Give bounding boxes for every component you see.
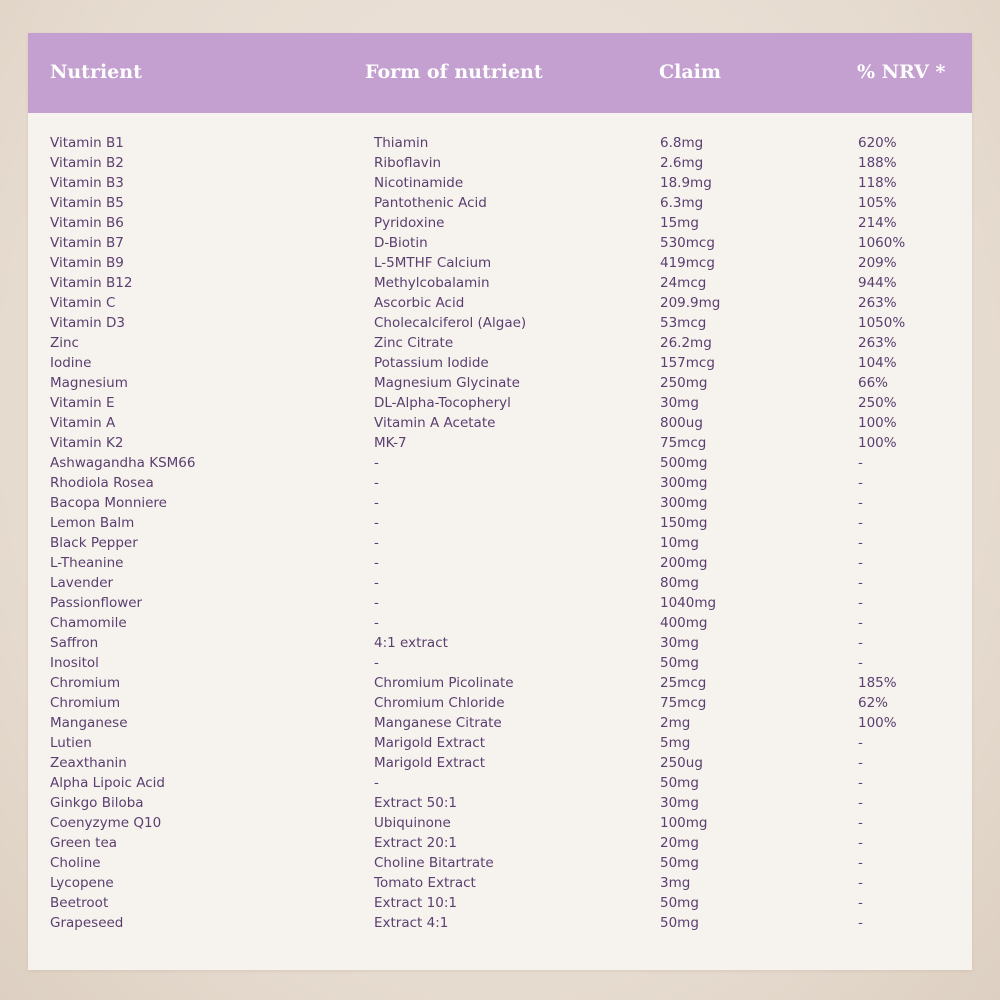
table-row xyxy=(28,893,972,913)
form-cell: - xyxy=(374,535,379,551)
table-row xyxy=(28,793,972,813)
nrv-cell: 62% xyxy=(858,695,889,711)
claim-cell: 157mcg xyxy=(660,355,715,371)
nrv-cell: 250% xyxy=(858,395,897,411)
nutrient-cell: Saffron xyxy=(50,635,99,651)
table-header xyxy=(28,33,972,113)
nutrient-cell: Vitamin C xyxy=(50,295,116,311)
nrv-cell: - xyxy=(858,475,863,491)
table-row xyxy=(28,493,972,513)
form-cell: - xyxy=(374,775,379,791)
form-cell: 4:1 extract xyxy=(374,635,448,651)
nrv-cell: - xyxy=(858,735,863,751)
claim-cell: 2mg xyxy=(660,715,691,731)
nutrient-cell: Lycopene xyxy=(50,875,114,891)
nutrient-cell: Green tea xyxy=(50,835,118,851)
nrv-cell: 944% xyxy=(858,275,897,291)
nrv-cell: - xyxy=(858,915,863,931)
nutrient-cell: Chromium xyxy=(50,695,121,711)
claim-cell: 400mg xyxy=(660,615,708,631)
nutrient-cell: Ashwagandha KSM66 xyxy=(50,455,196,471)
column-header-nrv: % NRV * xyxy=(857,61,946,83)
form-cell: Tomato Extract xyxy=(374,875,476,891)
nutrient-cell: Beetroot xyxy=(50,895,109,911)
nutrient-cell: Vitamin B1 xyxy=(50,135,124,151)
claim-cell: 80mg xyxy=(660,575,699,591)
claim-cell: 25mcg xyxy=(660,675,707,691)
form-cell: Extract 50:1 xyxy=(374,795,457,811)
table-row xyxy=(28,693,972,713)
nrv-cell: - xyxy=(858,875,863,891)
nrv-cell: 105% xyxy=(858,195,897,211)
nutrient-cell: Black Pepper xyxy=(50,535,138,551)
table-row xyxy=(28,293,972,313)
nutrient-cell: Vitamin D3 xyxy=(50,315,125,331)
nutrient-cell: Vitamin B6 xyxy=(50,215,124,231)
nutrient-cell: Vitamin B12 xyxy=(50,275,133,291)
form-cell: Vitamin A Acetate xyxy=(374,415,496,431)
table-row xyxy=(28,253,972,273)
nrv-cell: - xyxy=(858,775,863,791)
nutrient-cell: Bacopa Monniere xyxy=(50,495,167,511)
nutrient-cell: Lemon Balm xyxy=(50,515,135,531)
table-row xyxy=(28,873,972,893)
table-row xyxy=(28,273,972,293)
form-cell: - xyxy=(374,655,379,671)
nutrient-cell: Manganese xyxy=(50,715,128,731)
form-cell: L-5MTHF Calcium xyxy=(374,255,492,271)
nutrition-table-card xyxy=(28,33,972,970)
claim-cell: 30mg xyxy=(660,395,699,411)
table-row xyxy=(28,833,972,853)
form-cell: Marigold Extract xyxy=(374,735,486,751)
claim-cell: 250ug xyxy=(660,755,703,771)
form-cell: D-Biotin xyxy=(374,235,428,251)
form-cell: - xyxy=(374,495,379,511)
claim-cell: 5mg xyxy=(660,735,691,751)
table-row xyxy=(28,673,972,693)
nutrient-cell: Vitamin B2 xyxy=(50,155,124,171)
table-row xyxy=(28,913,972,933)
nutrient-cell: Vitamin E xyxy=(50,395,115,411)
table-row xyxy=(28,333,972,353)
form-cell: Manganese Citrate xyxy=(374,715,502,731)
table-body xyxy=(28,133,972,933)
nrv-cell: 100% xyxy=(858,715,897,731)
nutrient-cell: Vitamin B5 xyxy=(50,195,124,211)
nrv-cell: - xyxy=(858,575,863,591)
nrv-cell: - xyxy=(858,535,863,551)
table-row xyxy=(28,513,972,533)
nrv-cell: - xyxy=(858,555,863,571)
nutrient-cell: Inositol xyxy=(50,655,99,671)
table-row xyxy=(28,213,972,233)
nutrient-cell: Zinc xyxy=(50,335,79,351)
form-cell: Extract 20:1 xyxy=(374,835,457,851)
nrv-cell: 188% xyxy=(858,155,897,171)
nrv-cell: 1060% xyxy=(858,235,906,251)
nutrient-cell: Lavender xyxy=(50,575,114,591)
nrv-cell: - xyxy=(858,855,863,871)
nrv-cell: 263% xyxy=(858,295,897,311)
nrv-cell: - xyxy=(858,455,863,471)
table-row xyxy=(28,153,972,173)
nrv-cell: 185% xyxy=(858,675,897,691)
nrv-cell: - xyxy=(858,755,863,771)
table-row xyxy=(28,653,972,673)
claim-cell: 30mg xyxy=(660,795,699,811)
nrv-cell: - xyxy=(858,595,863,611)
claim-cell: 300mg xyxy=(660,475,708,491)
form-cell: DL-Alpha-Tocopheryl xyxy=(374,395,511,411)
table-row xyxy=(28,533,972,553)
form-cell: - xyxy=(374,595,379,611)
table-row xyxy=(28,473,972,493)
table-row xyxy=(28,453,972,473)
form-cell: Pantothenic Acid xyxy=(374,195,487,211)
nrv-cell: 104% xyxy=(858,355,897,371)
claim-cell: 15mg xyxy=(660,215,699,231)
form-cell: MK-7 xyxy=(374,435,407,451)
form-cell: Cholecalciferol (Algae) xyxy=(374,315,527,331)
claim-cell: 209.9mg xyxy=(660,295,721,311)
form-cell: - xyxy=(374,615,379,631)
claim-cell: 50mg xyxy=(660,915,699,931)
table-row xyxy=(28,573,972,593)
claim-cell: 100mg xyxy=(660,815,708,831)
nutrient-cell: Ginkgo Biloba xyxy=(50,795,144,811)
nrv-cell: - xyxy=(858,815,863,831)
table-row xyxy=(28,133,972,153)
nrv-cell: 214% xyxy=(858,215,897,231)
table-row xyxy=(28,733,972,753)
form-cell: Extract 4:1 xyxy=(374,915,449,931)
nutrient-cell: Chromium xyxy=(50,675,121,691)
nrv-cell: - xyxy=(858,635,863,651)
form-cell: Thiamin xyxy=(374,135,429,151)
form-cell: Nicotinamide xyxy=(374,175,464,191)
form-cell: Choline Bitartrate xyxy=(374,855,494,871)
form-cell: - xyxy=(374,455,379,471)
form-cell: - xyxy=(374,475,379,491)
claim-cell: 6.3mg xyxy=(660,195,704,211)
nutrient-cell: Vitamin B7 xyxy=(50,235,124,251)
form-cell: Zinc Citrate xyxy=(374,335,454,351)
nrv-cell: 209% xyxy=(858,255,897,271)
claim-cell: 50mg xyxy=(660,855,699,871)
nutrient-cell: Vitamin B9 xyxy=(50,255,124,271)
form-cell: Pyridoxine xyxy=(374,215,445,231)
nutrient-cell: Passionflower xyxy=(50,595,143,611)
table-row xyxy=(28,553,972,573)
claim-cell: 300mg xyxy=(660,495,708,511)
table-row xyxy=(28,373,972,393)
form-cell: - xyxy=(374,555,379,571)
claim-cell: 419mcg xyxy=(660,255,715,271)
nutrient-cell: Alpha Lipoic Acid xyxy=(50,775,165,791)
table-row xyxy=(28,713,972,733)
form-cell: Chromium Chloride xyxy=(374,695,505,711)
nrv-cell: 1050% xyxy=(858,315,906,331)
nutrient-cell: Vitamin A xyxy=(50,415,116,431)
claim-cell: 50mg xyxy=(660,775,699,791)
table-row xyxy=(28,773,972,793)
nutrient-cell: Grapeseed xyxy=(50,915,124,931)
table-row xyxy=(28,173,972,193)
table-row xyxy=(28,393,972,413)
nutrient-cell: Rhodiola Rosea xyxy=(50,475,154,491)
claim-cell: 1040mg xyxy=(660,595,717,611)
form-cell: Ubiquinone xyxy=(374,815,451,831)
table-row xyxy=(28,193,972,213)
table-row xyxy=(28,633,972,653)
form-cell: - xyxy=(374,575,379,591)
claim-cell: 30mg xyxy=(660,635,699,651)
nrv-cell: - xyxy=(858,835,863,851)
claim-cell: 150mg xyxy=(660,515,708,531)
form-cell: Riboflavin xyxy=(374,155,442,171)
nrv-cell: 100% xyxy=(858,415,897,431)
claim-cell: 6.8mg xyxy=(660,135,704,151)
claim-cell: 26.2mg xyxy=(660,335,712,351)
nutrient-cell: Coenyzyme Q10 xyxy=(50,815,162,831)
column-header-claim: Claim xyxy=(659,61,721,83)
form-cell: Extract 10:1 xyxy=(374,895,457,911)
claim-cell: 10mg xyxy=(660,535,699,551)
claim-cell: 500mg xyxy=(660,455,708,471)
claim-cell: 250mg xyxy=(660,375,708,391)
nrv-cell: 100% xyxy=(858,435,897,451)
claim-cell: 75mcg xyxy=(660,695,707,711)
nrv-cell: - xyxy=(858,655,863,671)
form-cell: Ascorbic Acid xyxy=(374,295,465,311)
table-row xyxy=(28,593,972,613)
nrv-cell: - xyxy=(858,895,863,911)
claim-cell: 75mcg xyxy=(660,435,707,451)
nutrient-cell: Zeaxthanin xyxy=(50,755,127,771)
claim-cell: 24mcg xyxy=(660,275,707,291)
claim-cell: 18.9mg xyxy=(660,175,712,191)
nutrient-cell: Chamomile xyxy=(50,615,127,631)
nrv-cell: - xyxy=(858,515,863,531)
nutrient-cell: Lutien xyxy=(50,735,92,751)
nrv-cell: 118% xyxy=(858,175,897,191)
form-cell: Potassium Iodide xyxy=(374,355,489,371)
form-cell: Marigold Extract xyxy=(374,755,486,771)
nrv-cell: - xyxy=(858,495,863,511)
form-cell: - xyxy=(374,515,379,531)
nrv-cell: 263% xyxy=(858,335,897,351)
claim-cell: 3mg xyxy=(660,875,691,891)
claim-cell: 50mg xyxy=(660,655,699,671)
table-row xyxy=(28,813,972,833)
table-row xyxy=(28,613,972,633)
table-row xyxy=(28,753,972,773)
claim-cell: 200mg xyxy=(660,555,708,571)
claim-cell: 53mcg xyxy=(660,315,707,331)
nutrient-cell: Vitamin B3 xyxy=(50,175,124,191)
form-cell: Chromium Picolinate xyxy=(374,675,514,691)
table-row xyxy=(28,413,972,433)
nrv-cell: - xyxy=(858,795,863,811)
table-row xyxy=(28,853,972,873)
table-row xyxy=(28,353,972,373)
nutrient-cell: L-Theanine xyxy=(50,555,124,571)
nutrient-cell: Magnesium xyxy=(50,375,128,391)
nutrient-cell: Choline xyxy=(50,855,101,871)
claim-cell: 530mcg xyxy=(660,235,715,251)
nutrient-cell: Vitamin K2 xyxy=(50,435,124,451)
nrv-cell: 620% xyxy=(858,135,897,151)
nutrient-cell: Iodine xyxy=(50,355,92,371)
column-header-form: Form of nutrient xyxy=(365,61,543,83)
form-cell: Methylcobalamin xyxy=(374,275,490,291)
claim-cell: 20mg xyxy=(660,835,699,851)
nrv-cell: 66% xyxy=(858,375,889,391)
claim-cell: 50mg xyxy=(660,895,699,911)
claim-cell: 2.6mg xyxy=(660,155,704,171)
form-cell: Magnesium Glycinate xyxy=(374,375,520,391)
claim-cell: 800ug xyxy=(660,415,703,431)
table-row xyxy=(28,433,972,453)
table-row xyxy=(28,313,972,333)
nrv-cell: - xyxy=(858,615,863,631)
table-row xyxy=(28,233,972,253)
column-header-nutrient: Nutrient xyxy=(50,61,142,83)
